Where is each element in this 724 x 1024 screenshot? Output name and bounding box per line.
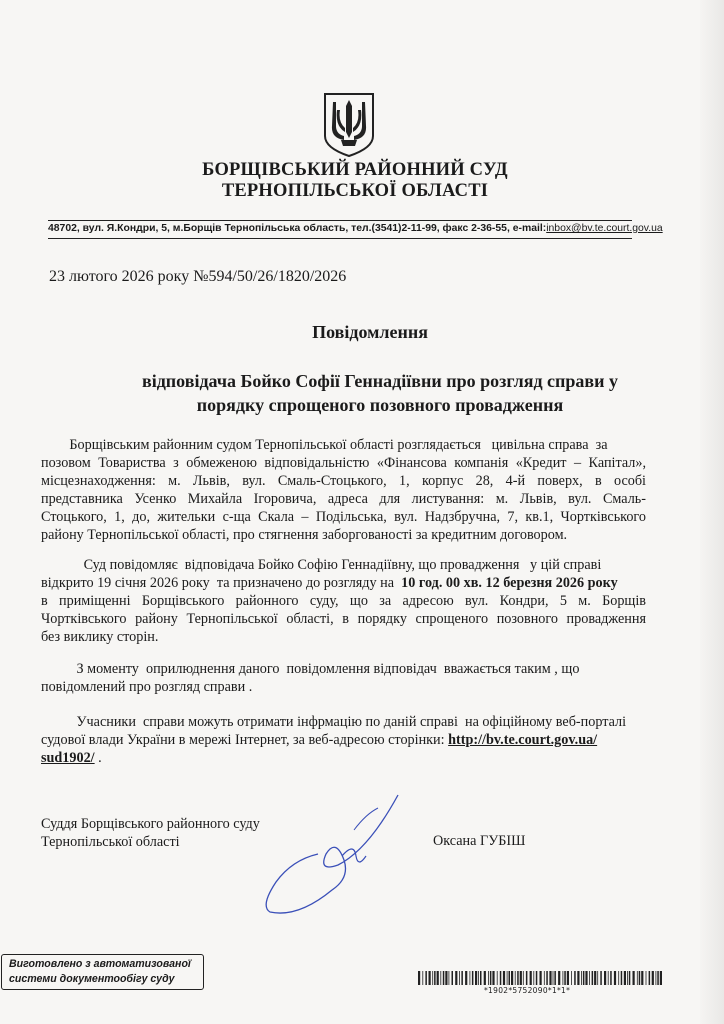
barcode-bar [608, 971, 609, 985]
court-name-line2: ТЕРНОПІЛЬСЬКОЇ ОБЛАСТІ [221, 181, 489, 201]
barcode-bar [549, 971, 551, 985]
barcode-bar [488, 971, 489, 985]
barcode-bar [425, 971, 427, 985]
barcode-bar [536, 971, 538, 985]
p2-line: в приміщенні Борщівського районного суду, що за адресою вул. Кондри, 5 м. Борщів [41, 593, 646, 609]
barcode-bar [581, 971, 582, 985]
p1-line: Борщівським районним судом Тернопільської області розглядається цивільна справа за [41, 437, 608, 453]
barcode-bar [497, 971, 498, 985]
barcode-bar [492, 971, 494, 985]
barcode-bar [517, 971, 519, 985]
barcode-bar [507, 971, 508, 985]
barcode-bar [637, 971, 638, 985]
barcode-bar [452, 971, 454, 985]
paragraph-hearing-notice [41, 556, 646, 646]
court-address [48, 223, 663, 234]
barcode-bar [434, 971, 436, 985]
barcode-bar [627, 971, 628, 985]
barcode-bar [614, 971, 616, 985]
barcode-bar [475, 971, 477, 985]
barcode-bar [533, 971, 534, 985]
barcode-bar [660, 971, 662, 985]
court-name-line1: БОРЩІВСЬКИЙ РАЙОННИЙ СУД [202, 160, 508, 180]
barcode-bar [500, 971, 502, 985]
barcode-bar [437, 971, 439, 985]
barcode-bar [544, 971, 545, 985]
p2-opened-text: відкрито 19 січня 2026 року та призначено до розгляду на [41, 575, 402, 591]
barcode-bar [515, 971, 516, 985]
barcode-bar [429, 971, 431, 985]
judge-position-line1: Суддя Борщівського районного суду [41, 816, 260, 832]
barcode-bar [459, 971, 460, 985]
p4-line: Учасники справи можуть отримати інфрмацію по даній справі на офіційному веб-порталі [41, 714, 627, 730]
stamp-line1: Виготовлено з автоматизованої [9, 958, 191, 970]
barcode-bar [530, 971, 532, 985]
p2-line: Чортківського району Тернопільської області, в порядку спрощеного позовного провадження [41, 611, 646, 627]
barcode-bar [432, 971, 433, 985]
barcode-bar [583, 971, 585, 985]
barcode-bar [563, 971, 564, 985]
barcode-bar [422, 971, 423, 985]
barcode-bar [520, 971, 522, 985]
barcode-bar [449, 971, 450, 985]
page-edge-shadow [700, 0, 724, 1024]
barcode-bar [558, 971, 560, 985]
barcode-bar [633, 971, 635, 985]
barcode-bar [594, 971, 596, 985]
barcode-bar [480, 971, 482, 985]
judge-position-line2: Тернопільської області [41, 834, 180, 850]
barcode-bar [610, 971, 612, 985]
barcode-bar [597, 971, 598, 985]
judge-position [41, 815, 260, 851]
barcode-bar [621, 971, 623, 985]
document-title: Повідомлення [312, 322, 428, 342]
p3-line: повідомлений про розгляд справи . [41, 679, 253, 695]
barcode-bar [574, 971, 576, 985]
document-date-number: 23 лютого 2026 року №594/50/26/1820/2026 [49, 268, 347, 285]
barcode-bar [657, 971, 659, 985]
p1-line: Стоцького, 1, до, жительки с-ща Скала – Подільська, вул. Надзбручна, 7, кв.1, Чортківського [41, 509, 646, 525]
barcode-bar [484, 971, 486, 985]
barcode-bar [526, 971, 528, 985]
barcode-bar [592, 971, 594, 985]
paragraph-web-info [41, 713, 646, 767]
barcode-bar [511, 971, 513, 985]
barcode-bar [618, 971, 619, 985]
barcode-bar [649, 971, 651, 985]
address-text: 48702, вул. Я.Кондри, 5, м.Борщів Тернопільська область, тел.(3541)2-11-99, факс 2-36-55, e-mail: [48, 223, 547, 234]
barcode-bar [554, 971, 556, 985]
barcode-bar [564, 971, 566, 985]
barcode-number: *1902*5752090*1*1* [484, 986, 571, 995]
document-subtitle-line2: порядку спрощеного позовного провадження [196, 395, 564, 415]
barcode-bar [567, 971, 569, 985]
barcode-bar [472, 971, 474, 985]
barcode-bar [641, 971, 643, 985]
barcode-bar [478, 971, 479, 985]
p1-line: місцезнаходження: м. Львів, вул. Смаль-Стоцького, 1, корпус 28, 4-й поверх, в особі [41, 473, 646, 489]
document-subtitle-line1: відповідача Бойко Софії Геннадіївни про розгляд справи у [141, 371, 619, 391]
hearing-datetime: 10 год. 00 хв. 12 березня 2026 року [401, 575, 618, 591]
court-website-link[interactable]: http://bv.te.court.gov.ua/ [448, 732, 598, 748]
barcode-bar [629, 971, 631, 985]
paragraph-case-description [41, 436, 646, 544]
barcode-bar [577, 971, 579, 985]
barcode-bar [604, 971, 606, 985]
p4-web-text: судової влади України в мережі Інтернет, за веб-адресою сторінки: [41, 732, 449, 748]
header-divider-top [48, 220, 632, 221]
stamp-line2: системи документообігу суду [9, 973, 175, 985]
barcode-bar [445, 971, 447, 985]
court-email-link[interactable]: inbox@bv.te.court.gov.ua [546, 223, 663, 234]
handwritten-signature [258, 790, 418, 920]
header-divider-bottom [48, 238, 632, 239]
barcode-bar [639, 971, 641, 985]
barcode-bar [540, 971, 542, 985]
barcode-bar [509, 971, 511, 985]
barcode-bar [461, 971, 463, 985]
p1-line: району Тернопільської області, про стягнення заборгованості за кредитним договором. [41, 527, 568, 543]
judge-name: Оксана ГУБІШ [433, 833, 526, 849]
court-website-link-cont[interactable]: sud1902/ [41, 750, 95, 766]
barcode-bar [503, 971, 505, 985]
p2-line: без виклику сторін. [41, 629, 159, 645]
p2-line: Суд повідомляє відповідача Бойко Софію Геннадіївну, що провадження у цій справі [41, 557, 602, 573]
barcode-bar [470, 971, 471, 985]
barcode-bar [656, 971, 657, 985]
barcode-bar [553, 971, 554, 985]
p1-line: позовом Товариства з обмеженою відповідальністю «Фінансова компанія «Кредит – Капітал», [41, 455, 646, 471]
document-barcode [418, 971, 663, 985]
barcode-bar [465, 971, 467, 985]
p1-line: представника Усенко Михайла Ігоровича, адреса для листування: м. Львів, вул. Смаль- [41, 491, 646, 507]
trident-emblem-icon [323, 92, 375, 158]
p4-tail: . [94, 750, 102, 766]
barcode-bar [589, 971, 590, 985]
barcode-bar [443, 971, 445, 985]
barcode-bar [490, 971, 492, 985]
barcode-bar [418, 971, 420, 985]
barcode-bar [546, 971, 548, 985]
barcode-bar [440, 971, 441, 985]
barcode-bar [523, 971, 524, 985]
barcode-bar [455, 971, 457, 985]
barcode-bar [624, 971, 626, 985]
p4-line [41, 731, 646, 749]
barcode-bar [585, 971, 587, 985]
barcode-bar [652, 971, 654, 985]
paragraph-notification-effect [41, 660, 646, 696]
barcode-bar [600, 971, 602, 985]
barcode-bar [571, 971, 572, 985]
p4-line [41, 749, 646, 767]
barcode-bar [646, 971, 647, 985]
p3-line: З моменту оприлюднення даного повідомлення відповідач вважається таким , що [41, 661, 580, 677]
auto-generated-stamp [1, 954, 204, 990]
p2-line [41, 574, 646, 592]
